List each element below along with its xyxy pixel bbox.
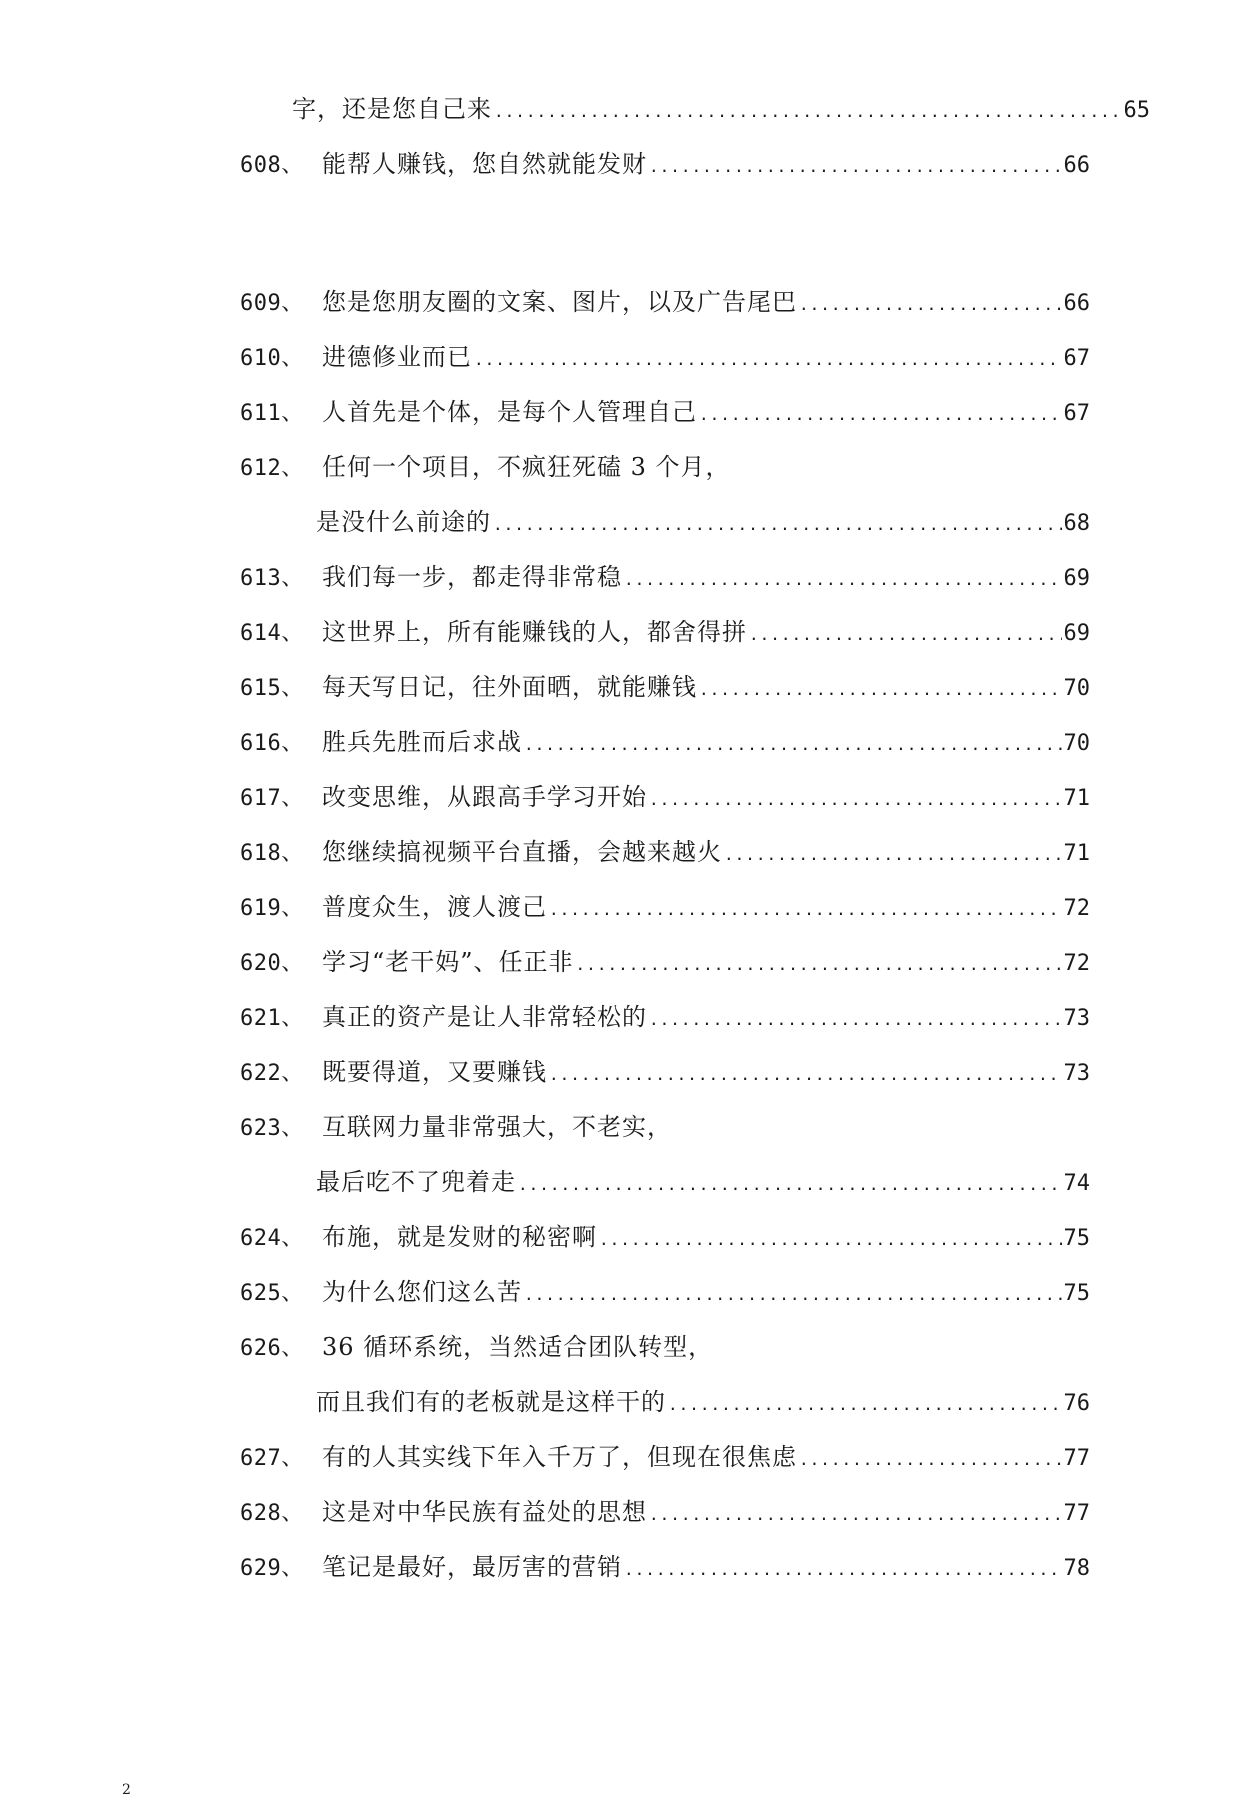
- toc-entry: [240, 341, 1090, 376]
- toc-entry-number: 609、: [240, 291, 304, 316]
- toc-entry-number: 614、: [240, 621, 304, 646]
- toc-entry-title: 为什么您们这么苦: [322, 1278, 522, 1306]
- toc-entry: [240, 1166, 1090, 1201]
- toc-entry-page: 70: [1063, 676, 1090, 701]
- toc-entry-title: 而且我们有的老板就是这样干的: [316, 1388, 666, 1416]
- toc-leader-dots: [524, 729, 1062, 761]
- toc-entry-page: 77: [1063, 1446, 1090, 1471]
- toc-entry-number: 628、: [240, 1501, 304, 1526]
- toc-entry: [240, 1331, 1090, 1365]
- toc-entry-number: 621、: [240, 1006, 304, 1031]
- toc-entry: [240, 148, 1090, 183]
- toc-entry-page: 69: [1063, 566, 1090, 591]
- toc-entry-number: 622、: [240, 1061, 304, 1086]
- toc-entry-page: 78: [1063, 1556, 1090, 1581]
- toc-entry-number: 612、: [240, 456, 304, 481]
- toc-entry-title: 这是对中华民族有益处的思想: [322, 1498, 647, 1526]
- toc-entry-page: 75: [1063, 1281, 1090, 1306]
- toc-entry-title: 笔记是最好，最厉害的营销: [322, 1553, 622, 1581]
- toc-entry: [240, 726, 1090, 761]
- toc-entry: [240, 671, 1090, 706]
- toc-leader-dots: [724, 839, 1062, 871]
- toc-entry-title: 这世界上，所有能赚钱的人，都舍得拼: [322, 618, 747, 646]
- toc-leader-dots: [493, 509, 1062, 541]
- toc-entry-title: 我们每一步，都走得非常稳: [322, 563, 622, 591]
- toc-entry-title: 布施，就是发财的秘密啊: [322, 1223, 597, 1251]
- toc-leader-dots: [699, 674, 1062, 706]
- toc-entry-title: 您继续搞视频平台直播，会越来越火: [322, 838, 722, 866]
- toc-entry-number: 610、: [240, 346, 304, 371]
- toc-entry-number: 608、: [240, 153, 304, 178]
- toc-entry-title: 能帮人赚钱，您自然就能发财: [322, 150, 647, 178]
- toc-entry-page: 68: [1063, 511, 1090, 536]
- toc-entry: [240, 396, 1090, 431]
- toc-leader-dots: [668, 1389, 1062, 1421]
- toc-entry-title: 人首先是个体，是每个人管理自己: [322, 398, 697, 426]
- toc-entry-number: 623、: [240, 1116, 304, 1141]
- toc-entry-page: 72: [1063, 896, 1090, 921]
- toc-leader-dots: [649, 151, 1062, 183]
- toc-entry-number: 615、: [240, 676, 304, 701]
- toc-entry: [240, 561, 1090, 596]
- toc-entry-title: 学习“老干妈”、任正非: [322, 948, 574, 976]
- toc-entry: [240, 1056, 1090, 1091]
- toc-leader-dots: [494, 96, 1122, 128]
- toc-entry-title: 既要得道，又要赚钱: [322, 1058, 547, 1086]
- toc-leader-dots: [649, 784, 1062, 816]
- toc-entry-page: 66: [1063, 291, 1090, 316]
- toc-leader-dots: [599, 1224, 1062, 1256]
- toc-entry-number: 627、: [240, 1446, 304, 1471]
- toc-entry: [240, 616, 1090, 651]
- toc-entry: [240, 891, 1090, 926]
- toc-entry-page: 70: [1063, 731, 1090, 756]
- toc-entry: [240, 1441, 1090, 1476]
- toc-leader-dots: [518, 1169, 1062, 1201]
- toc-entry-number: 617、: [240, 786, 304, 811]
- toc-entry-number: 620、: [240, 951, 304, 976]
- toc-entry-number: 616、: [240, 731, 304, 756]
- toc-entry-page: 73: [1063, 1061, 1090, 1086]
- toc-entry-title: 每天写日记，往外面晒，就能赚钱: [322, 673, 697, 701]
- toc-leader-dots: [576, 949, 1062, 981]
- toc-entry: [292, 93, 1150, 128]
- toc-entry-page: 72: [1063, 951, 1090, 976]
- toc-entry-page: 71: [1063, 841, 1090, 866]
- toc-entry-title: 进德修业而已: [322, 343, 472, 371]
- toc-entry-page: 73: [1063, 1006, 1090, 1031]
- toc-entry: [240, 1221, 1090, 1256]
- toc-entry: [240, 946, 1090, 981]
- toc-entry-title: 任何一个项目，不疯狂死磕 3 个月，: [322, 453, 731, 481]
- toc-entry-title: 最后吃不了兜着走: [316, 1168, 516, 1196]
- toc-entry: [240, 286, 1090, 321]
- toc-entry: [240, 506, 1090, 541]
- toc-entry-number: 613、: [240, 566, 304, 591]
- toc-entry-title: 胜兵先胜而后求战: [322, 728, 522, 756]
- toc-entry-title: 是没什么前途的: [316, 508, 491, 536]
- toc-entry-page: 67: [1063, 401, 1090, 426]
- toc-leader-dots: [649, 1499, 1062, 1531]
- toc-entry-page: 65: [1123, 98, 1150, 123]
- toc-entry: [240, 451, 1090, 485]
- toc-entry-title: 改变思维，从跟高手学习开始: [322, 783, 647, 811]
- toc-entry-number: 629、: [240, 1556, 304, 1581]
- toc-leader-dots: [699, 399, 1062, 431]
- toc-entry-page: 74: [1063, 1171, 1090, 1196]
- toc-leader-dots: [549, 894, 1062, 926]
- toc-entry-number: 619、: [240, 896, 304, 921]
- toc-leader-dots: [649, 1004, 1062, 1036]
- toc-leader-dots: [624, 1554, 1062, 1586]
- toc-entry-page: 71: [1063, 786, 1090, 811]
- toc-entry-number: 626、: [240, 1336, 304, 1361]
- toc-entry: [240, 1496, 1090, 1531]
- toc-entry: [240, 781, 1090, 816]
- toc-entry-page: 77: [1063, 1501, 1090, 1526]
- toc-entry-title: 您是您朋友圈的文案、图片，以及广告尾巴: [322, 288, 797, 316]
- toc-entry-page: 76: [1063, 1391, 1090, 1416]
- toc-entry-title: 普度众生，渡人渡己: [322, 893, 547, 921]
- toc-entry-title: 有的人其实线下年入千万了，但现在很焦虑: [322, 1443, 797, 1471]
- toc-leader-dots: [624, 564, 1062, 596]
- toc-entry-page: 75: [1063, 1226, 1090, 1251]
- toc-leader-dots: [799, 1444, 1062, 1476]
- toc-leader-dots: [549, 1059, 1062, 1091]
- toc-entry-title: 36 循环系统，当然适合团队转型，: [322, 1333, 714, 1361]
- toc-entry-page: 66: [1063, 153, 1090, 178]
- toc-entry-title: 字，还是您自己来: [292, 95, 492, 123]
- toc-entry: [240, 1386, 1090, 1421]
- toc-entry-page: 67: [1063, 346, 1090, 371]
- toc-leader-dots: [474, 344, 1062, 376]
- page-corner-mark: 2: [122, 1782, 131, 1798]
- toc-leader-dots: [749, 619, 1062, 651]
- toc-entry: [240, 1276, 1090, 1311]
- toc-entry-page: 69: [1063, 621, 1090, 646]
- toc-entry: [240, 1111, 1090, 1145]
- toc-entry-number: 611、: [240, 401, 304, 426]
- toc-leader-dots: [799, 289, 1062, 321]
- toc-entry: [240, 1551, 1090, 1586]
- toc-entry: [240, 836, 1090, 871]
- toc-leader-dots: [524, 1279, 1062, 1311]
- toc-entry-number: 625、: [240, 1281, 304, 1306]
- toc-entry-number: 618、: [240, 841, 304, 866]
- toc-entry-title: 互联网力量非常强大，不老实，: [322, 1113, 672, 1141]
- toc-entry-title: 真正的资产是让人非常轻松的: [322, 1003, 647, 1031]
- toc-entry: [240, 1001, 1090, 1036]
- toc-entry-number: 624、: [240, 1226, 304, 1251]
